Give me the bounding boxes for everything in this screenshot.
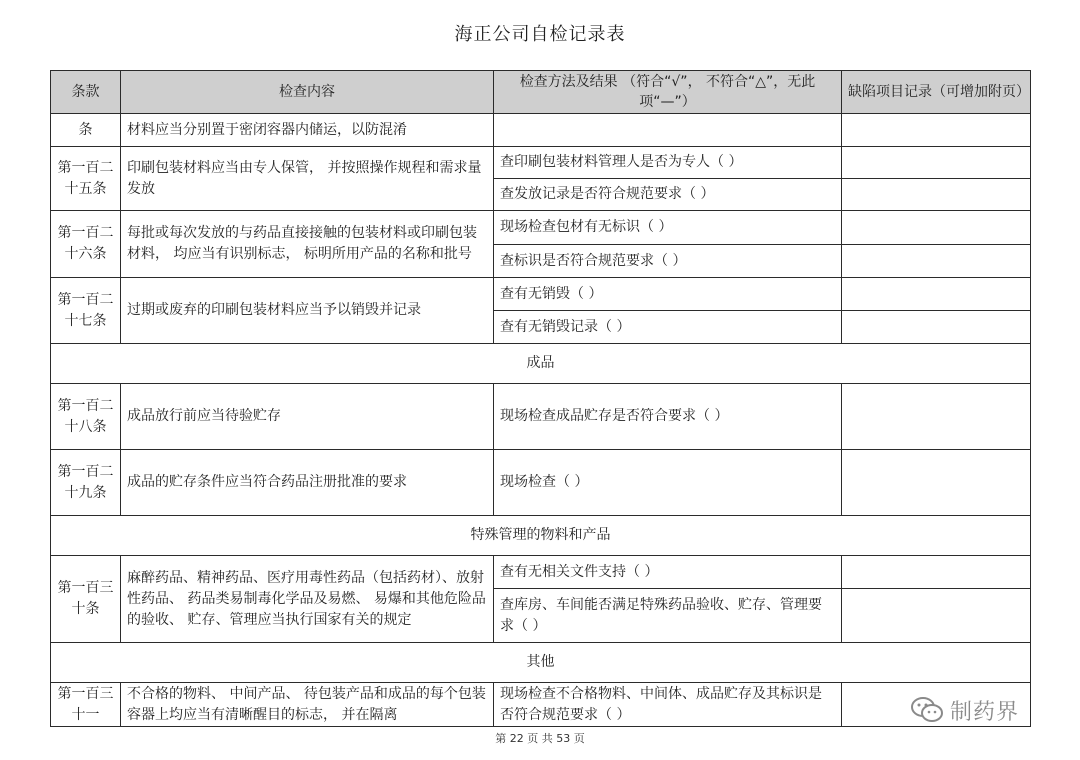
- method-cell: 查有无销毁（ ）: [494, 278, 842, 311]
- clause-cell: 第一百二十八条: [51, 384, 121, 450]
- clause-cell: 第一百二十九条: [51, 450, 121, 516]
- method-cell: 现场检查包材有无标识（ ）: [494, 211, 842, 245]
- defect-cell: [842, 589, 1031, 643]
- defect-cell: [842, 147, 1031, 179]
- defect-cell: [842, 114, 1031, 147]
- header-method: 检查方法及结果 （符合“√”， 不符合“△”，无此项“—”）: [494, 71, 842, 114]
- defect-cell: [842, 245, 1031, 278]
- table-row: [51, 556, 1031, 589]
- defect-cell: [842, 179, 1031, 211]
- table-header-row: [51, 71, 1031, 114]
- content-cell: 材料应当分别置于密闭容器内储运，以防混淆: [121, 114, 494, 147]
- method-cell: 现场检查不合格物料、中间体、成品贮存及其标识是否符合规范要求（ ）: [494, 683, 842, 727]
- section-row: [51, 516, 1031, 556]
- defect-cell: [842, 450, 1031, 516]
- clause-cell: 第一百二十五条: [51, 147, 121, 211]
- defect-cell: [842, 211, 1031, 245]
- section-title: 特殊管理的物料和产品: [51, 516, 1031, 556]
- clause-cell: 第一百三十一: [51, 683, 121, 727]
- table-row: [51, 114, 1031, 147]
- method-cell: 现场检查（ ）: [494, 450, 842, 516]
- clause-cell: 条: [51, 114, 121, 147]
- method-cell: 查库房、车间能否满足特殊药品验收、贮存、管理要求（ ）: [494, 589, 842, 643]
- method-cell: 查有无销毁记录（ ）: [494, 311, 842, 344]
- table-row: [51, 683, 1031, 727]
- method-cell: 查发放记录是否符合规范要求（ ）: [494, 179, 842, 211]
- section-row: [51, 643, 1031, 683]
- table-row: [51, 211, 1031, 245]
- section-title: 其他: [51, 643, 1031, 683]
- header-defects: 缺陷项目记录（可增加附页）: [842, 71, 1031, 114]
- method-cell: 查标识是否符合规范要求（ ）: [494, 245, 842, 278]
- wechat-icon: [910, 696, 944, 724]
- defect-cell: [842, 278, 1031, 311]
- section-title: 成品: [51, 344, 1031, 384]
- content-cell: 成品的贮存条件应当符合药品注册批准的要求: [121, 450, 494, 516]
- inspection-table: [50, 70, 1031, 727]
- defect-cell: [842, 556, 1031, 589]
- document-title: 海正公司自检记录表: [454, 24, 626, 45]
- defect-cell: [842, 384, 1031, 450]
- method-cell: 现场检查成品贮存是否符合要求（ ）: [494, 384, 842, 450]
- clause-cell: 第一百二十七条: [51, 278, 121, 344]
- method-cell: 查有无相关文件支持（ ）: [494, 556, 842, 589]
- method-cell: [494, 114, 842, 147]
- watermark: [910, 690, 1019, 730]
- table-row: [51, 147, 1031, 179]
- content-cell: 过期或废弃的印刷包装材料应当予以销毁并记录: [121, 278, 494, 344]
- watermark-text: 制药界: [950, 699, 1020, 725]
- header-content: 检查内容: [121, 71, 494, 114]
- content-cell: 每批或每次发放的与药品直接接触的包装材料或印刷包装材料， 均应当有识别标志， 标明所用产品的名称和批号: [121, 211, 494, 278]
- section-row: [51, 344, 1031, 384]
- clause-cell: 第一百三十条: [51, 556, 121, 643]
- content-cell: 印刷包装材料应当由专人保管， 并按照操作规程和需求量发放: [121, 147, 494, 211]
- content-cell: 不合格的物料、 中间产品、 待包装产品和成品的每个包装容器上均应当有清晰醒目的标志， 并在隔离: [121, 683, 494, 727]
- table-row: [51, 384, 1031, 450]
- content-cell: 麻醉药品、精神药品、医疗用毒性药品（包括药材）、放射性药品、 药品类易制毒化学品及易燃、 易爆和其他危险品的验收、 贮存、管理应当执行国家有关的规定: [121, 556, 494, 643]
- clause-cell: 第一百二十六条: [51, 211, 121, 278]
- page-number: 第 22 页 共 53 页: [495, 732, 585, 745]
- defect-cell: [842, 311, 1031, 344]
- header-clause: 条款: [51, 71, 121, 114]
- method-cell: 查印刷包装材料管理人是否为专人（ ）: [494, 147, 842, 179]
- table-row: [51, 450, 1031, 516]
- table-row: [51, 278, 1031, 311]
- content-cell: 成品放行前应当待验贮存: [121, 384, 494, 450]
